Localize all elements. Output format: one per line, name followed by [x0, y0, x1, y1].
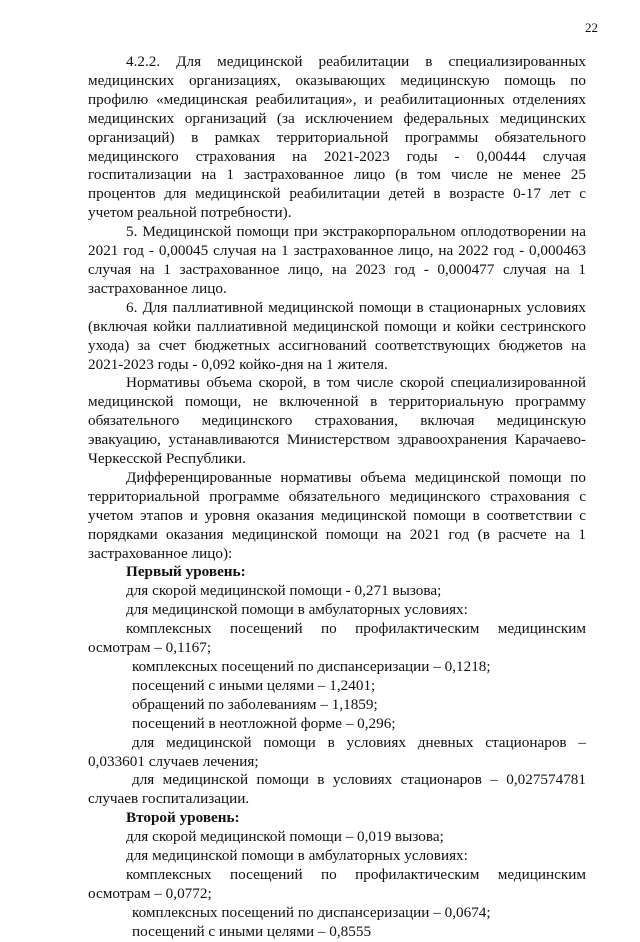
list-item: обращений по заболеваниям – 1,1859; [132, 695, 378, 713]
list-item: комплексных посещений по диспансеризации – 0,1218; [132, 658, 491, 675]
paragraph-rehabilitation: 4.2.2. Для медицинской реабилитации в специализированных медицинских организациях, оказывающих медицинскую помощь по профилю «медицинская реабилитация», и реабилитационных отделениях медицинских организаций (за исключением федеральных медицинских организаций) в рамках территориальной программы обязательного медицинского страхования на 2021-2023 годы - 0,00444 случая госпитализации на 1 застрахованное лицо (в том числе не менее 25 процентов для медицинской реабилитации детей в возрасте 0-17 лет с учетом реальной потребности). [88, 53, 586, 222]
list-item: комплексных посещений по профилактическим медицинским осмотрам – 0,0772; [88, 865, 586, 902]
list-item: для скорой медицинской помощи - 0,271 вызова; [126, 582, 442, 600]
document-body [88, 53, 586, 942]
list-item: для медицинской помощи в амбулаторных условиях: [126, 601, 468, 619]
list-item: комплексных посещений по диспансеризации – 0,0674; [132, 903, 491, 921]
paragraph-emergency-norms: Нормативы объема скорой, в том числе скорой специализированной медицинской помощи, не включенной в территориальную программу обязательного медицинского страхования, включая медицинскую эвакуацию, устанавливаются Министерством здравоохранения Карачаево-Черкесской Республики. [88, 374, 586, 468]
heading-second-level: Второй уровень: [126, 809, 240, 827]
paragraph-differentiated-norms: Дифференцированные нормативы объема медицинской помощи по территориальной программе обязательного медицинского страхования с учетом этапов и уровня оказания медицинской помощи в соответствии с порядками оказания медицинской помощи на 2021 год (в расчете на 1 застрахованное лицо): [88, 468, 586, 562]
list-item: для медицинской помощи в условиях стационаров – 0,027574781 случаев госпитализации. [88, 771, 586, 808]
list-item: для медицинской помощи в амбулаторных условиях: [126, 847, 468, 865]
heading-first-level: Первый уровень: [126, 563, 246, 581]
paragraph-eco: 5. Медицинской помощи при экстракорпоральном оплодотворении на 2021 год - 0,00045 случая на 1 застрахованное лицо, на 2022 год - 0,000463 случая на 1 застрахованное лицо, на 2023 год - 0,000477 случая на 1 застрахованное лицо. [88, 223, 586, 297]
list-item: для скорой медицинской помощи – 0,019 вызова; [126, 828, 444, 846]
paragraph-palliative: 6. Для паллиативной медицинской помощи в стационарных условиях (включая койки паллиативной медицинской помощи и койки сестринского ухода) за счет бюджетных ассигнований соответствующих бюджетов на 2021-2023 годы - 0,092 койко-дня на 1 жителя. [88, 298, 586, 373]
page-number: 22 [585, 20, 598, 35]
list-item: комплексных посещений по профилактическим медицинским осмотрам – 0,1167; [88, 620, 586, 657]
list-item: для медицинской помощи в условиях дневных стационаров – 0,033601 случаев лечения; [88, 733, 586, 770]
list-item: посещений с иными целями – 0,8555 [132, 922, 372, 940]
list-item: посещений с иными целями – 1,2401; [132, 676, 376, 694]
list-item: посещений в неотложной форме – 0,296; [132, 714, 396, 732]
